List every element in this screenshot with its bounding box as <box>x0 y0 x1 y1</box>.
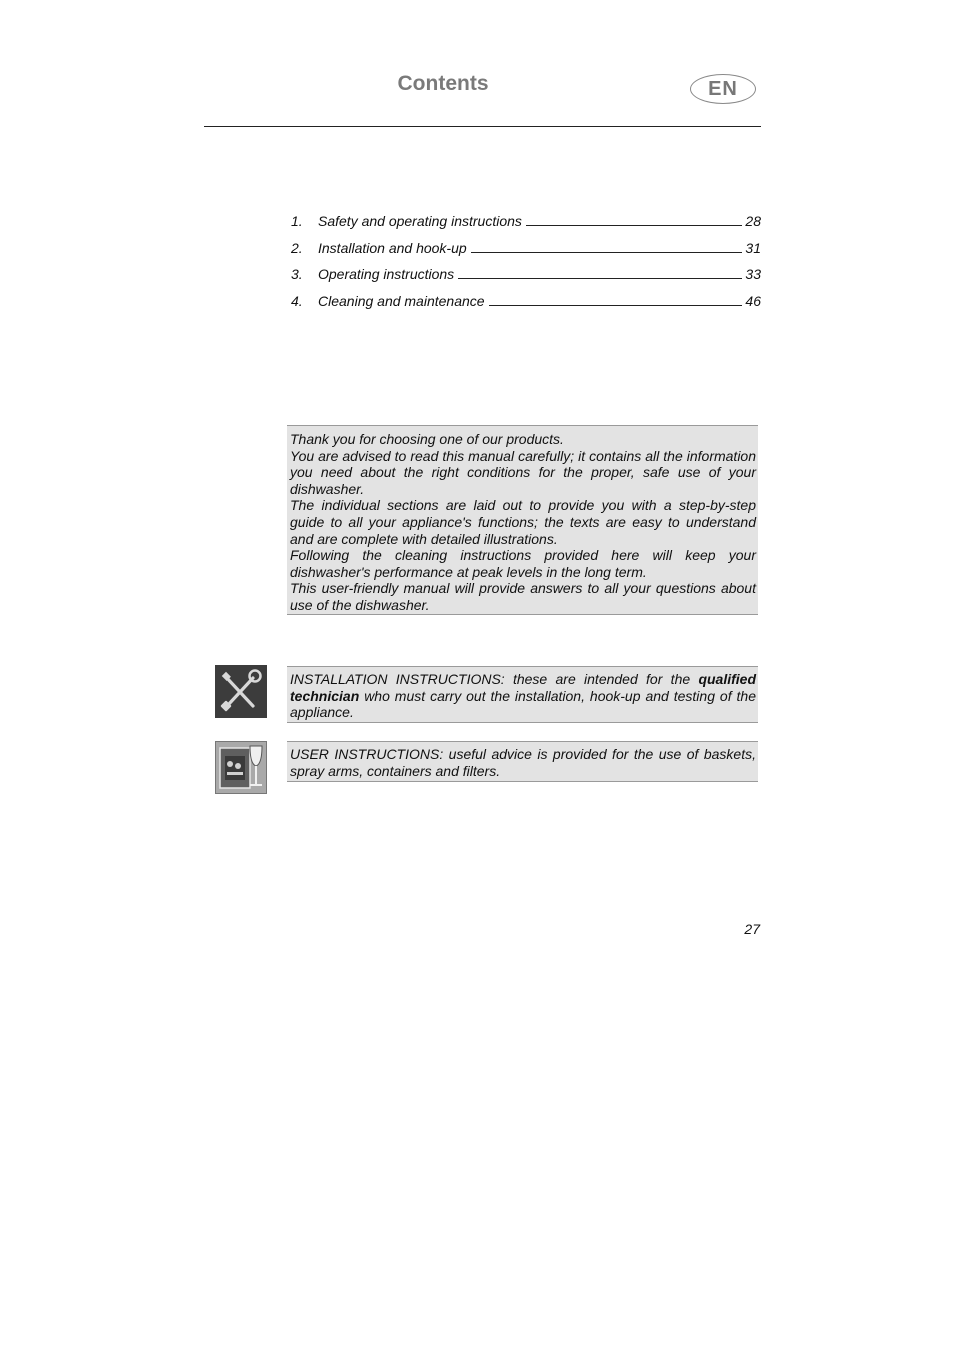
installation-note <box>287 666 758 723</box>
toc-item-title: Cleaning and maintenance <box>318 292 485 309</box>
toc-leader-line <box>526 214 743 226</box>
tools-icon <box>215 665 267 718</box>
table-of-contents <box>291 213 761 319</box>
installation-note-emphasis: qualified technician <box>290 671 756 704</box>
intro-paragraph: This user-friendly manual will provide answers to all your questions about use of the dishwasher. <box>290 580 756 613</box>
toc-item-number: 3. <box>291 266 303 282</box>
intro-paragraph: You are advised to read this manual carefully; it contains all the information you need about the right conditions for the proper, safe use of your dishwasher. <box>290 447 756 497</box>
toc-leader-line <box>458 267 742 279</box>
toc-item-number: 4. <box>291 292 303 309</box>
header-rule <box>204 126 761 127</box>
toc-item[interactable] <box>291 240 761 267</box>
toc-item-page: 33 <box>745 266 761 282</box>
intro-paragraph: Thank you for choosing one of our products. <box>290 431 564 447</box>
toc-leader-line <box>471 241 743 253</box>
toc-item[interactable] <box>291 293 761 320</box>
user-note-text: USER INSTRUCTIONS: useful advice is provided for the use of baskets, spray arms, containers and filters. <box>290 746 756 779</box>
toc-item-title: Installation and hook-up <box>318 239 467 256</box>
toc-leader-line <box>489 294 743 306</box>
installation-note-text: INSTALLATION INSTRUCTIONS: these are intended for the <box>290 671 699 687</box>
toc-item-page: 46 <box>745 292 761 309</box>
intro-paragraph: Following the cleaning instructions provided here will keep your dishwasher's performance at peak levels in the long term. <box>290 547 756 580</box>
toc-item-title: Operating instructions <box>318 266 455 282</box>
toc-item-number: 1. <box>291 213 303 229</box>
intro-paragraph: The individual sections are laid out to provide you with a step-by-step guide to all your appliance's functions; the texts are easy to understand and are complete with detailed illustrations. <box>290 497 756 547</box>
toc-item[interactable] <box>291 213 761 240</box>
intro-box <box>287 425 758 615</box>
user-note <box>287 741 758 782</box>
page-title: Contents <box>397 72 489 95</box>
language-badge: EN <box>690 74 756 104</box>
toc-item-title: Safety and operating instructions <box>318 213 522 229</box>
page-number: 27 <box>744 921 760 937</box>
toc-item-number: 2. <box>291 239 303 256</box>
toc-item-page: 31 <box>745 239 761 256</box>
dishwasher-glass-icon <box>215 741 267 794</box>
installation-note-text-end: who must carry out the installation, hook-up and testing of the appliance. <box>290 687 756 721</box>
toc-item[interactable] <box>291 266 761 293</box>
toc-item-page: 28 <box>745 213 761 229</box>
